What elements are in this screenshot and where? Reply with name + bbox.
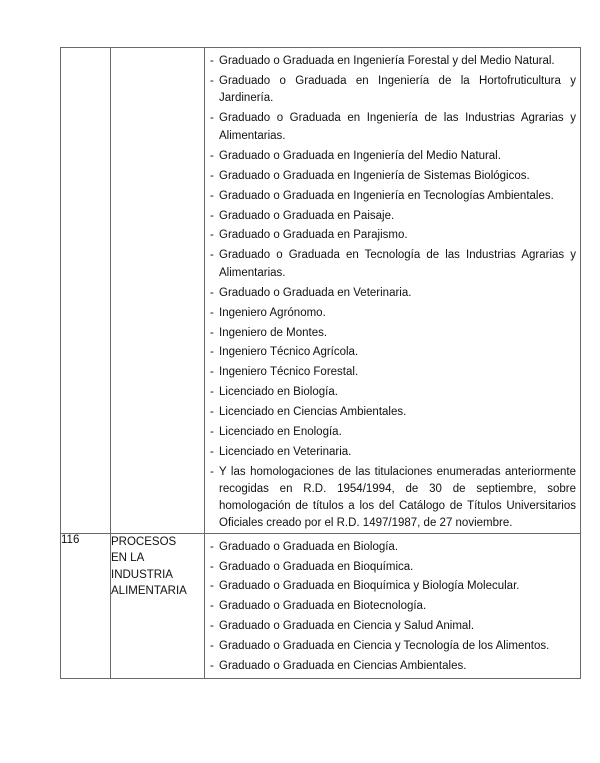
table-row	[61, 533, 581, 678]
list-item: - Ingeniero Técnico Agrícola.	[209, 344, 576, 362]
degrees-cell	[205, 533, 581, 678]
list-item: - Graduado o Graduada en Ingeniería en Tecnologías Ambientales.	[209, 188, 576, 206]
list-item: - Graduado o Graduada en Ciencia y Salud Animal.	[209, 618, 576, 636]
list-item: - Licenciado en Enología.	[209, 424, 576, 442]
list-item: - Graduado o Graduada en Veterinaria.	[209, 285, 576, 303]
list-item: - Graduado o Graduada en Ingeniería de las Industrias Agrarias y Alimentarias.	[209, 110, 576, 145]
specialty-name-line: INDUSTRIA	[111, 568, 173, 581]
list-item: - Licenciado en Veterinaria.	[209, 444, 576, 462]
degrees-table	[60, 47, 581, 679]
list-item: - Ingeniero Técnico Forestal.	[209, 364, 576, 382]
list-item: - Graduado o Graduada en Ingeniería de Sistemas Biológicos.	[209, 168, 576, 186]
specialty-code-cell: 116	[61, 533, 111, 678]
list-item: - Graduado o Graduada en Ciencias Ambientales.	[209, 658, 576, 676]
list-item: - Graduado o Graduada en Biotecnología.	[209, 598, 576, 616]
list-item: - Graduado o Graduada en Bioquímica.	[209, 559, 576, 577]
list-item: - Ingeniero de Montes.	[209, 325, 576, 343]
specialty-name-cell	[111, 48, 205, 534]
specialty-name-cell	[111, 533, 205, 678]
list-item: - Graduado o Graduada en Paisaje.	[209, 208, 576, 226]
degree-list	[205, 48, 580, 533]
specialty-code-cell	[61, 48, 111, 534]
list-item: - Graduado o Graduada en Biología.	[209, 539, 576, 557]
list-item: - Graduado o Graduada en Tecnología de las Industrias Agrarias y Alimentarias.	[209, 247, 576, 282]
list-item: - Graduado o Graduada en Ingeniería de la Hortofruticultura y Jardinería.	[209, 73, 576, 108]
list-item: - Graduado o Graduada en Ingeniería del Medio Natural.	[209, 148, 576, 166]
list-item: - Licenciado en Biología.	[209, 384, 576, 402]
table-row	[61, 48, 581, 534]
list-item: - Graduado o Graduada en Parajismo.	[209, 227, 576, 245]
degree-list	[205, 534, 580, 676]
specialty-name-line: ALIMENTARIA	[111, 585, 187, 598]
list-item: - Licenciado en Ciencias Ambientales.	[209, 404, 576, 422]
specialty-name-line: EN LA	[111, 552, 145, 565]
list-item: - Ingeniero Agrónomo.	[209, 305, 576, 323]
specialty-name-line: PROCESOS	[111, 535, 177, 548]
list-item: - Graduado o Graduada en Ciencia y Tecnología de los Alimentos.	[209, 638, 576, 656]
list-item: - Graduado o Graduada en Bioquímica y Biología Molecular.	[209, 578, 576, 596]
degrees-cell	[205, 48, 581, 534]
list-item: - Y las homologaciones de las titulaciones enumeradas anteriormente recogidas en R.D. 1954/1994, de 30 de septiembre, sobre homologación de títulos a los del Catálogo de Títulos Universitarios Oficiales creado por el R.D. 1497/1987, de 27 noviembre.	[209, 464, 576, 533]
list-item: - Graduado o Graduada en Ingeniería Forestal y del Medio Natural.	[209, 53, 576, 71]
